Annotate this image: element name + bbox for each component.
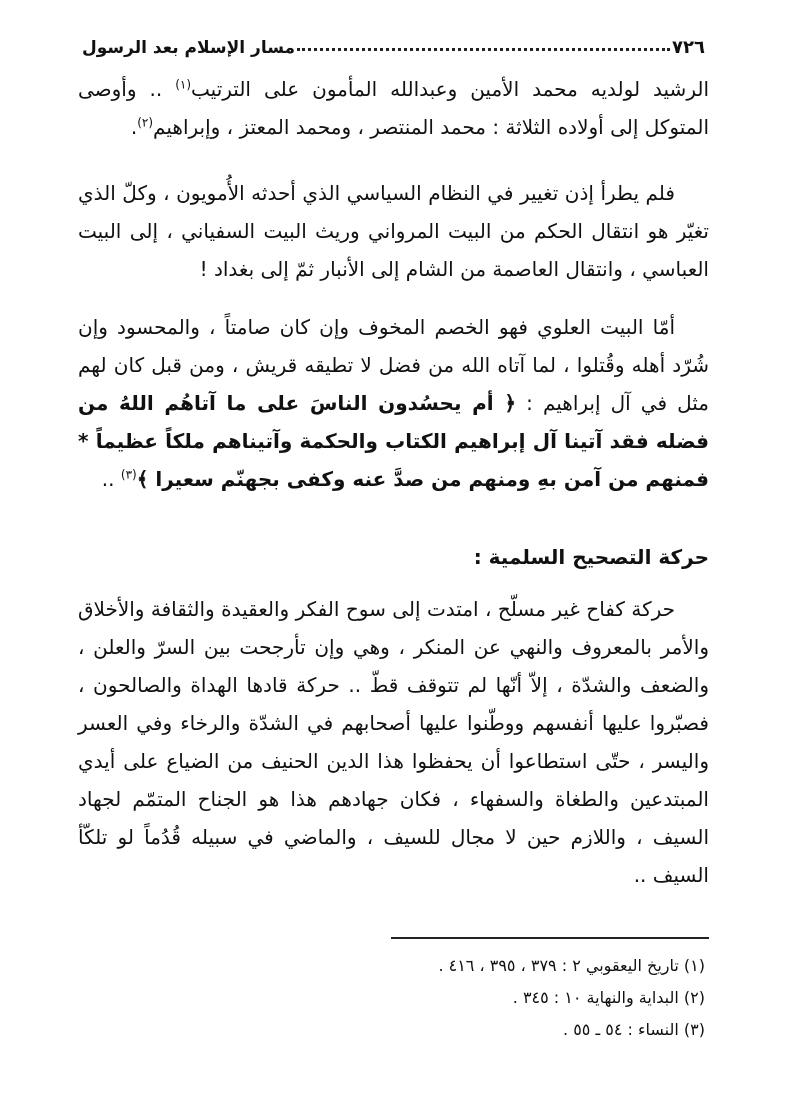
paragraph-1-text-a: الرشيد لولديه محمد الأمين وعبدالله المأمون على الترتيب [191, 77, 710, 101]
paragraph-2: فلم يطرأ إذن تغيير في النظام السياسي الذي أحدثه الأُمويون ، وكلّ الذي تغيّر هو انتقال الحكم من البيت المرواني وريث البيت السفياني ، إلى البيت العباسي ، وانتقال العاصمة من الشام إلى الأنبار ثمّ إلى بغداد ! [78, 181, 709, 281]
footnotes [78, 950, 709, 1046]
footnote-2: (٢) البداية والنهاية ١٠ : ٣٤٥ . [512, 988, 705, 1007]
paragraph-3-text-a: أمّا البيت العلوي فهو الخصم المخوف وإن كان صامتاً ، والمحسود وإن شُرّد أهله وقُتلوا ، لما آتاه الله من فضل لا تطيقه قريش ، ومن قبل كان لهم مثل في آل إبراهيم : [78, 315, 709, 415]
paragraph-3 [78, 308, 709, 498]
section-heading: حركة التصحيح السلمية : [473, 545, 709, 569]
footnote-3: (٣) النساء : ٥٤ ـ ٥٥ . [563, 1020, 705, 1039]
paragraph-1-text-b: .. وأوصى المتوكل إلى أولاده الثلاثة : محمد المنتصر ، ومحمد المعتز ، وإبراهيم [78, 77, 709, 139]
footnote-ref-2: (٢) [137, 115, 154, 130]
paragraph-1 [78, 70, 709, 146]
running-title: مسار الإسلام بعد الرسول [82, 38, 296, 58]
footnote-ref-1: (١) [175, 77, 192, 92]
quran-verse: ﴿ أم يحسُدون الناسَ على ما آتاهُم اللهُ من فضله فقد آتينا آل إبراهيم الكتاب والحكمة وآتيناهم ملكاً عظيماً * فمنهم من آمن بهِ ومنهم من صدَّ عنه وكفى بجهنّم سعيرا ﴾ [78, 391, 709, 491]
paragraph-3-text-b: .. [101, 467, 115, 491]
header-dot-leader [297, 48, 670, 51]
body-text [78, 70, 709, 914]
page-number: ٧٢٦ [672, 37, 705, 58]
paragraph-4: حركة كفاح غير مسلّح ، امتدت إلى سوح الفكر والعقيدة والثقافة والأخلاق والأمر بالمعروف والنهي عن المنكر ، وهي وإن تأرجحت بين السرّ والعلن ، والضعف والشدّة ، إلاّ أنّها لم تتوقف قطّ .. حركة قادها الهداة والصالحون ، فصبّروا عليها أنفسهم ووطّنوا عليها أصحابهم في الشدّة والرخاء وفي العسر واليسر ، حتّى استطاعوا أن يحفظوا هذا الدين الحنيف من الضياع على أيدي المبتدعين والطغاة والسفهاء ، فكان جهادهم هذا هو الجناح المتمّم لجهاد السيف ، واللازم حين لا مجال للسيف ، والماضي في سبيله قُدُماً لو تلكّأ السيف .. [78, 597, 709, 887]
footnote-separator [391, 937, 709, 939]
page-header [78, 28, 709, 58]
paragraph-1-text-c: . [130, 115, 138, 139]
footnote-ref-3: (٣) [120, 467, 137, 482]
footnote-1: (١) تاريخ اليعقوبي ٢ : ٣٧٩ ، ٣٩٥ ، ٤١٦ . [438, 956, 705, 975]
